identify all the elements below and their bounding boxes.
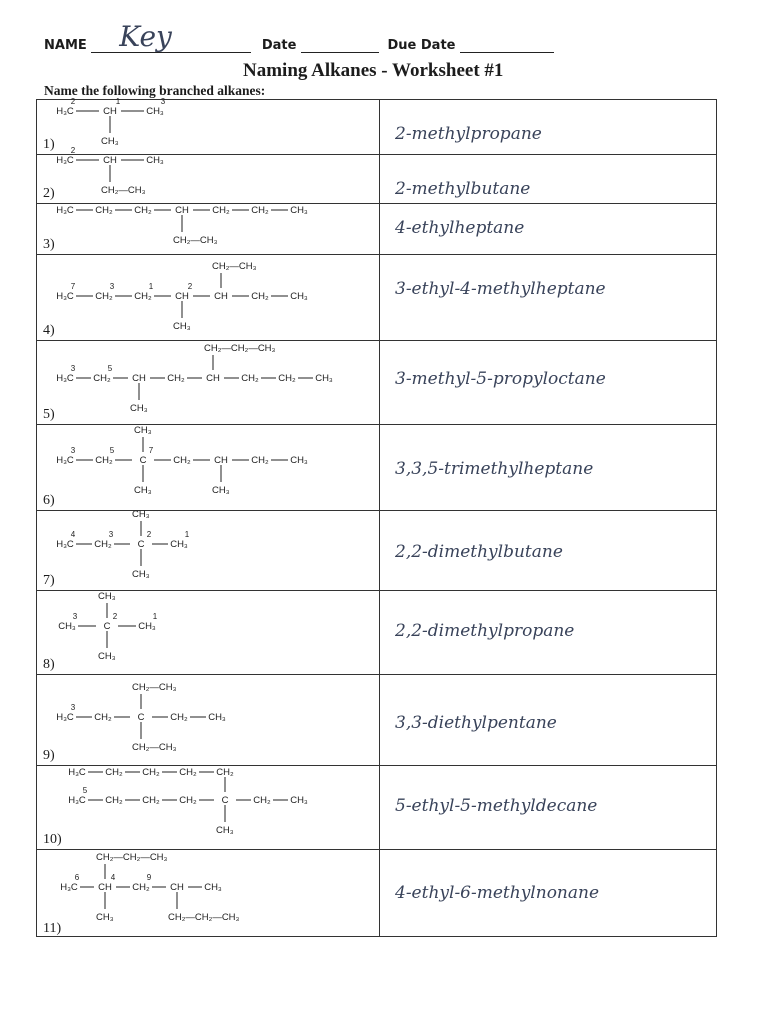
- answer-text[interactable]: 3,3-diethylpentane: [395, 713, 557, 733]
- carbon-number-annotation: 6: [74, 873, 80, 882]
- structural-formula: [37, 591, 377, 675]
- problem-number: 7): [43, 573, 55, 588]
- problem-row: [37, 675, 716, 766]
- carbon-number-annotation: 1: [152, 612, 158, 621]
- chain-atom: H₃C: [68, 795, 86, 806]
- worksheet-table: [36, 99, 717, 937]
- chain-atom: C: [221, 795, 229, 806]
- branch-group: CH₂—CH₃: [132, 742, 177, 753]
- problem-number: 3): [43, 237, 55, 252]
- chain-atom: H₃C: [56, 205, 74, 216]
- chain-atom: CH₃: [290, 291, 308, 302]
- chain-atom: CH₃: [138, 621, 156, 632]
- structural-formula: [37, 204, 377, 255]
- date-field[interactable]: [301, 38, 379, 53]
- carbon-number-annotation: 4: [70, 530, 76, 539]
- chain-atom: CH₂: [95, 205, 113, 216]
- problem-row: [37, 850, 716, 938]
- chain-atom: CH₃: [315, 373, 333, 384]
- chain-atom: H₃C: [56, 539, 74, 550]
- chain-atom: H₃C: [68, 767, 86, 778]
- chain-atom: H₃C: [56, 155, 74, 166]
- problem-row: [37, 425, 716, 511]
- branch-group: CH₂—CH₃: [132, 682, 177, 693]
- answer-text[interactable]: 2,2-dimethylpropane: [395, 621, 575, 641]
- structural-formula: [37, 341, 377, 425]
- chain-atom: CH₂: [251, 455, 269, 466]
- carbon-number-annotation: 3: [70, 446, 76, 455]
- chain-atom: CH₂: [278, 373, 296, 384]
- branch-group: CH₂—CH₂—CH₃: [204, 343, 276, 354]
- chain-atom: CH₂: [134, 205, 152, 216]
- chain-atom: H₃C: [56, 291, 74, 302]
- carbon-number-annotation: 2: [146, 530, 152, 539]
- branch-group: CH₃: [132, 569, 150, 580]
- answer-text[interactable]: 3-ethyl-4-methylheptane: [395, 279, 606, 299]
- answer-text[interactable]: 4-ethyl-6-methylnonane: [395, 883, 600, 903]
- chain-atom: CH: [170, 882, 184, 893]
- chain-atom: CH: [206, 373, 220, 384]
- worksheet-title: Naming Alkanes - Worksheet #1: [243, 60, 504, 81]
- chain-atom: CH: [132, 373, 146, 384]
- chain-atom: CH₂: [142, 795, 160, 806]
- carbon-number-annotation: 4: [110, 873, 116, 882]
- carbon-number-annotation: 3: [109, 282, 115, 291]
- chain-atom: CH₂: [251, 205, 269, 216]
- chain-atom: C: [137, 712, 145, 723]
- chain-atom: CH₂: [253, 795, 271, 806]
- answer-text[interactable]: 2,2-dimethylbutane: [395, 542, 563, 562]
- chain-atom: CH: [103, 155, 117, 166]
- carbon-number-annotation: 7: [148, 446, 154, 455]
- name-value: Key: [119, 20, 172, 53]
- carbon-number-annotation: 5: [107, 364, 113, 373]
- problem-row: [37, 591, 716, 675]
- carbon-number-annotation: 5: [109, 446, 115, 455]
- chain-atom: H₃C: [60, 882, 78, 893]
- chain-atom: C: [137, 539, 145, 550]
- structural-formula: [37, 255, 377, 341]
- problem-number: 1): [43, 137, 55, 152]
- carbon-number-annotation: 2: [112, 612, 118, 621]
- problem-row: [37, 511, 716, 591]
- chain-atom: CH₃: [290, 455, 308, 466]
- branch-group: CH₂—CH₃: [212, 261, 257, 272]
- chain-atom: CH₂: [212, 205, 230, 216]
- carbon-number-annotation: 2: [187, 282, 193, 291]
- chain-atom: CH₂: [94, 712, 112, 723]
- chain-atom: CH₂: [105, 795, 123, 806]
- branch-group: CH₂—CH₃: [173, 235, 218, 246]
- branch-group: CH₂—CH₂—CH₃: [168, 912, 240, 923]
- chain-atom: CH₂: [241, 373, 259, 384]
- problem-number: 5): [43, 407, 55, 422]
- problem-number: 2): [43, 186, 55, 201]
- answer-text[interactable]: 2-methylpropane: [395, 124, 542, 144]
- problem-row: [37, 97, 716, 155]
- problem-row: [37, 255, 716, 341]
- branch-group: CH₃: [212, 485, 230, 496]
- chain-atom: CH₂: [142, 767, 160, 778]
- chain-atom: CH₃: [146, 106, 164, 117]
- branch-group: CH₃: [173, 321, 191, 332]
- structural-formula: [37, 425, 377, 511]
- problem-number: 11): [43, 921, 62, 936]
- due-date-label: Due Date: [387, 38, 456, 53]
- answer-text[interactable]: 2-methylbutane: [395, 179, 531, 199]
- carbon-number-annotation: 3: [70, 364, 76, 373]
- carbon-number-annotation: 3: [108, 530, 114, 539]
- problem-row: [37, 341, 716, 425]
- structural-formula: [37, 766, 377, 850]
- problem-number: 6): [43, 493, 55, 508]
- chain-atom: H₃C: [56, 455, 74, 466]
- structural-formula: [37, 675, 377, 766]
- chain-atom: CH₃: [58, 621, 76, 632]
- carbon-number-annotation: 1: [184, 530, 190, 539]
- carbon-number-annotation: 1: [148, 282, 154, 291]
- date-label: Date: [261, 38, 297, 53]
- branch-group: CH₃: [216, 825, 234, 836]
- chain-atom: CH: [98, 882, 112, 893]
- chain-atom: C: [103, 621, 111, 632]
- answer-text[interactable]: 3,3,5-trimethylheptane: [395, 459, 594, 479]
- branch-group: CH₃: [134, 485, 152, 496]
- structural-formula: [37, 97, 377, 155]
- problem-number: 8): [43, 657, 55, 672]
- branch-group: CH₃: [98, 651, 116, 662]
- chain-atom: H₃C: [56, 373, 74, 384]
- structural-formula: [37, 511, 377, 591]
- instructions: Name the following branched alkanes:: [44, 83, 266, 98]
- answer-text[interactable]: 4-ethylheptane: [395, 218, 525, 238]
- chain-atom: CH₂: [179, 795, 197, 806]
- branch-group: CH₃: [134, 425, 152, 436]
- chain-atom: CH: [214, 455, 228, 466]
- chain-atom: CH₂: [95, 455, 113, 466]
- chain-atom: H₃C: [56, 712, 74, 723]
- carbon-number-annotation: 2: [70, 146, 76, 155]
- chain-atom: CH₃: [204, 882, 222, 893]
- chain-atom: CH₃: [290, 205, 308, 216]
- carbon-number-annotation: 7: [70, 282, 76, 291]
- problem-number: 10): [43, 832, 62, 847]
- chain-atom: H₃C: [56, 106, 74, 117]
- name-field[interactable]: [91, 20, 251, 53]
- chain-atom: CH: [175, 291, 189, 302]
- chain-atom: CH₂: [93, 373, 111, 384]
- chain-atom: CH₂: [170, 712, 188, 723]
- chain-atom: CH₂: [94, 539, 112, 550]
- chain-atom: CH₂: [105, 767, 123, 778]
- problem-row: [37, 146, 716, 204]
- structural-formula: [37, 146, 377, 204]
- answer-text[interactable]: 5-ethyl-5-methyldecane: [395, 796, 598, 816]
- chain-atom: CH₂: [95, 291, 113, 302]
- carbon-number-annotation: 3: [70, 703, 76, 712]
- branch-group: CH₃: [101, 136, 119, 147]
- chain-atom: CH: [214, 291, 228, 302]
- carbon-number-annotation: 9: [146, 873, 152, 882]
- chain-atom: CH: [103, 106, 117, 117]
- chain-atom: CH₂: [132, 882, 150, 893]
- chain-atom: CH₃: [290, 795, 308, 806]
- carbon-number-annotation: 5: [82, 786, 88, 795]
- chain-atom: CH₂: [134, 291, 152, 302]
- chain-atom: CH: [175, 205, 189, 216]
- branch-group: CH₃: [98, 591, 116, 602]
- answer-text[interactable]: 3-methyl-5-propyloctane: [395, 369, 606, 389]
- carbon-number-annotation: 2: [70, 97, 76, 106]
- branch-group: CH₃: [132, 509, 150, 520]
- problem-row: [37, 766, 716, 850]
- branch-group: CH₃: [96, 912, 114, 923]
- chain-atom: CH₂: [167, 373, 185, 384]
- problem-number: 9): [43, 748, 55, 763]
- branch-group: CH₂—CH₂—CH₃: [96, 852, 168, 863]
- name-label: NAME: [44, 38, 87, 53]
- chain-atom: CH₂: [251, 291, 269, 302]
- carbon-number-annotation: 3: [72, 612, 78, 621]
- problem-number: 4): [43, 323, 55, 338]
- branch-group: CH₃: [130, 403, 148, 414]
- problem-row: [37, 204, 716, 255]
- branch-group: CH₂—CH₃: [101, 185, 146, 196]
- chain-atom: CH₃: [208, 712, 226, 723]
- chain-atom: CH₂: [216, 767, 234, 778]
- carbon-number-annotation: 3: [160, 97, 166, 106]
- due-date-field[interactable]: [460, 38, 554, 53]
- chain-atom: CH₃: [146, 155, 164, 166]
- chain-atom: CH₂: [179, 767, 197, 778]
- header: [44, 20, 554, 53]
- carbon-number-annotation: 1: [115, 97, 121, 106]
- chain-atom: CH₂: [173, 455, 191, 466]
- chain-atom: C: [139, 455, 147, 466]
- structural-formula: [37, 850, 377, 938]
- chain-atom: CH₃: [170, 539, 188, 550]
